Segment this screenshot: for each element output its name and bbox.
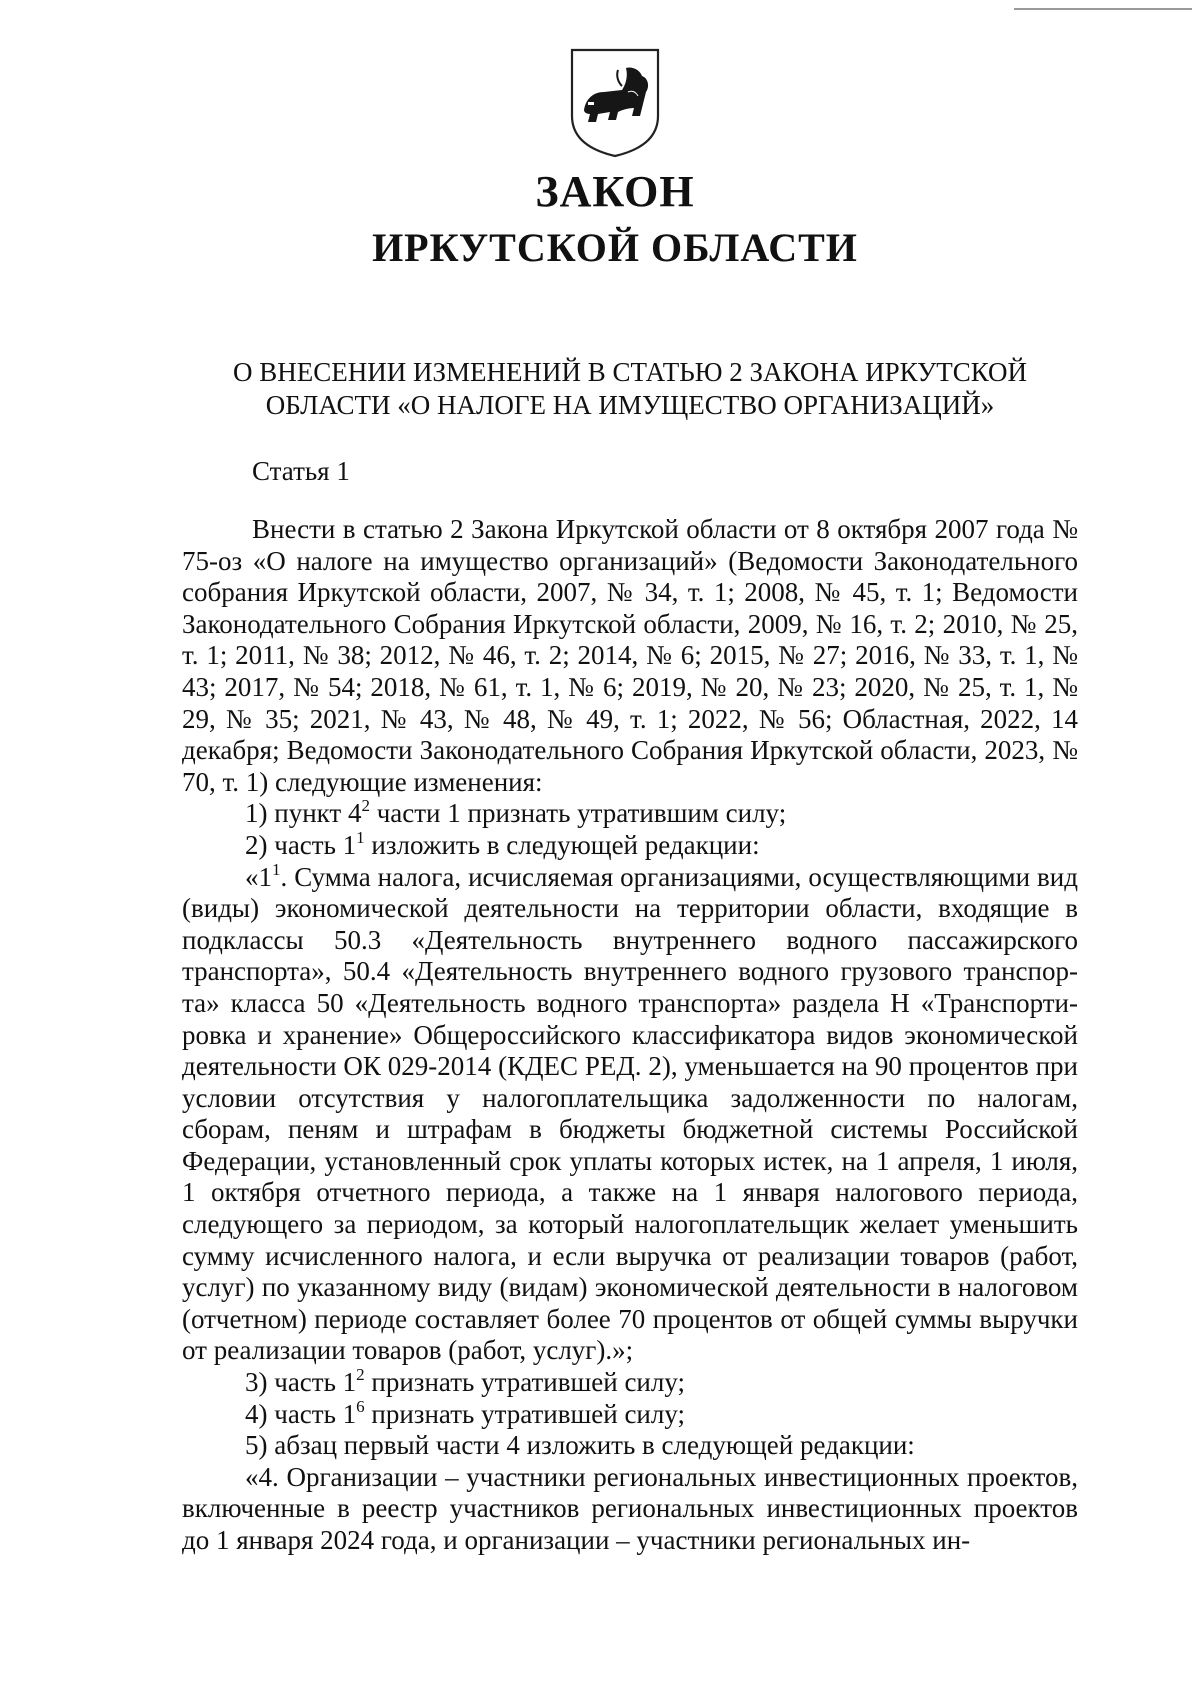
amendment-item-3: 3) часть $1^2$ признать утратившей силу; (245, 1365, 686, 1398)
law-region-title: ИРКУТСКОЙ ОБЛАСТИ (372, 225, 858, 270)
amended-text-part-1-1: «$1^1$. Сумма налога, исчисляемая организациями, осуществляющими вид (виды) экономической деятельности на территории области, входящие в подклассы 50.3 «Деятельность внутреннего водного пассажирского транспорта», 50.4 «Деятельность внутреннего водного грузового транспорта» класса 50 «Деятельность водного транспорта» раздела H «Транспортировка и хранение» Общероссийского классификатора видов экономической деятельности ОК 029-2014 (КДЕС РЕД. 2), уменьшается на 90 процентов при условии отсутствия у налогоплательщика задолженности по налогам, сборам, пеням и штрафам в бюджеты бюджетной системы Российской Федерации, установленный срок уплаты которых истек, на 1 апреля, 1 июля, 1 октября отчетного периода, а также на 1 января налогового периода, следующего за периодом, за который налогоплательщик желает уменьшить сумму исчисленного налога, и если выручка от реализации товаров (работ, услуг) по указанному виду (видам) экономической деятельности в налоговом (отчетном) периоде составляет более 70 процентов от общей суммы выручки от реализации товаров (работ, услуг).»; (182, 859, 1078, 1366)
amendment-item-5: 5) абзац первый части 4 изложить в следующей редакции: (245, 1430, 915, 1461)
document-body (182, 514, 1078, 1557)
law-subject-line-2: ОБЛАСТИ «О НАЛОГЕ НА ИМУЩЕСТВО ОРГАНИЗАЦИЙ» (265, 390, 995, 420)
amendment-item-4: 4) часть $1^6$ признать утратившей силу; (245, 1396, 686, 1429)
amendment-item-2: 2) часть $1^1$ изложить в следующей редакции: (245, 827, 760, 860)
amended-text-part-4: «4. Организации – участники региональных инвестиционных проектов, включенные в реестр участников региональных инвестиционных проектов до 1 января 2024 года, и организации – участники региональных ин- (182, 1461, 1078, 1555)
intro-paragraph: Внести в статью 2 Закона Иркутской области от 8 октября 2007 года № 75-оз «О налоге на имущество организаций» (Ведомости Законодательного собрания Иркутской области, 2007, № 34, т. 1; 2008, № 45, т. 1; Ведомости Законодательного Собрания Иркутской области, 2009, № 16, т. 2; 2010, № 25, т. 1; 2011, № 38; 2012, № 46, т. 2; 2014, № 6; 2015, № 27; 2016, № 33, т. 1, № 43; 2017, № 54; 2018, № 61, т. 1, № 6; 2019, № 20, № 23; 2020, № 25, т. 1, № 29, № 35; 2021, № 43, № 48, № 49, т. 1; 2022, № 56; Областная, 2022, 14 декабря; Ведомости Законодательного Собрания Иркутской области, 2023, № 70, т. 1) следующие изменения: (182, 514, 1078, 797)
article-heading: Статья 1 (252, 456, 350, 486)
law-subject-line-1: О ВНЕСЕНИИ ИЗМЕНЕНИЙ В СТАТЬЮ 2 ЗАКОНА ИРКУТСКОЙ (232, 357, 1028, 387)
amendment-item-1: 1) пункт $4^2$ части 1 признать утратившим силу; (245, 796, 787, 829)
law-title: ЗАКОН (535, 167, 695, 216)
coat-of-arms-icon (568, 46, 662, 160)
top-edge-rule (1014, 8, 1192, 10)
